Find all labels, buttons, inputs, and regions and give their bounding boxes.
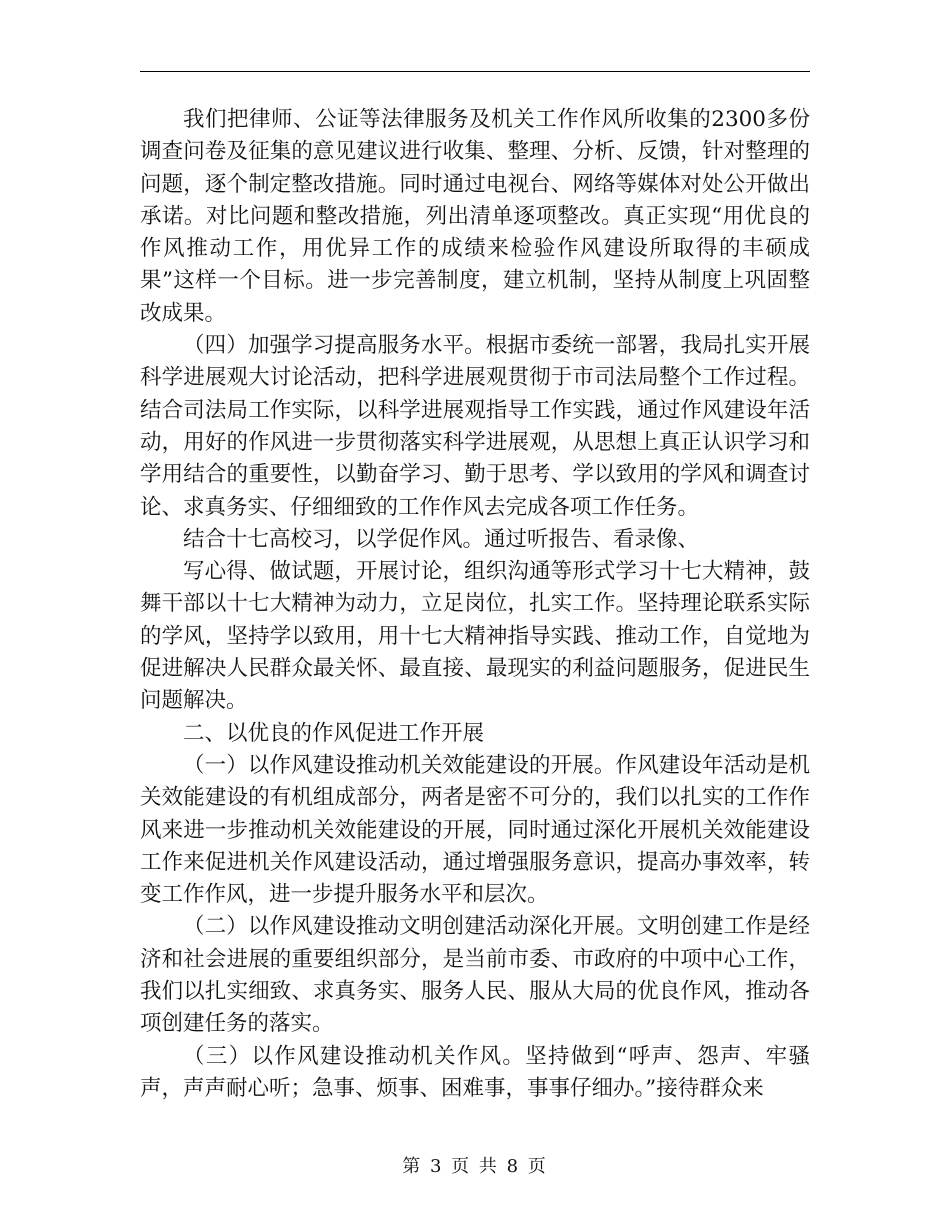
paragraph-2: （四）加强学习提高服务水平。根据市委统一部署，我局扎实开展科学进展观大讨论活动，把科学进展观贯彻于市司法局整个工作过程。结合司法局工作实际，以科学进展观指导工作实践，通过作风建设年活动，用好的作风进一步贯彻落实科学进展观，从思想上真正认识学习和学用结合的重要性，以勤奋学习、勤于思考、学以致用的学风和调查讨论、求真务实、仔细细致的工作作风去完成各项工作任务。 (140, 333, 810, 520)
section-heading: 二、以优良的作风促进工作开展 (183, 720, 485, 746)
page-number: 第 3 页 共 8 页 (402, 1156, 548, 1177)
paragraph-1: 我们把律师、公证等法律服务及机关工作作风所收集的2300多份调查问卷及征集的意见建议进行收集、整理、分析、反馈，针对整理的问题，逐个制定整改措施。同时通过电视台、网络等媒体对处公开做出承诺。对比问题和整改措施，列出清单逐项整改。真正实现“用优良的作风推动工作，用优异工作的成绩来检验作风建设所取得的丰硕成果”这样一个目标。进一步完善制度，建立机制，坚持从制度上巩固整改成果。 (140, 107, 810, 326)
paragraph-7: （三）以作风建设推动机关作风。坚持做到“呼声、怨声、牢骚声，声声耐心听；急事、烦事、困难事，事事仔细办。”接待群众来 (140, 1043, 810, 1101)
header-rule (140, 71, 810, 72)
paragraph-4: 写心得、做试题，开展讨论，组织沟通等形式学习十七大精神，鼓舞干部以十七大精神为动力，立足岗位，扎实工作。坚持理论联系实际的学风，坚持学以致用，用十七大精神指导实践、推动工作，自觉地为促进解决人民群众最关怀、最直接、最现实的利益问题服务，促进民生问题解决。 (140, 559, 810, 714)
document-body (140, 104, 810, 1105)
paragraph-3: 结合十七高校习，以学促作风。通过听报告、看录像、 (183, 526, 700, 552)
paragraph-5: （一）以作风建设推动机关效能建设的开展。作风建设年活动是机关效能建设的有机组成部分，两者是密不可分的，我们以扎实的工作作风来进一步推动机关效能建设的开展，同时通过深化开展机关效能建设工作来促进机关作风建设活动，通过增强服务意识，提高办事效率，转变工作作风，进一步提升服务水平和层次。 (140, 752, 810, 908)
paragraph-6: （二）以作风建设推动文明创建活动深化开展。文明创建工作是经济和社会进展的重要组织部分，是当前市委、市政府的中项中心工作，我们以扎实细致、求真务实、服务人民、服从大局的优良作风，推动各项创建任务的落实。 (140, 914, 810, 1037)
